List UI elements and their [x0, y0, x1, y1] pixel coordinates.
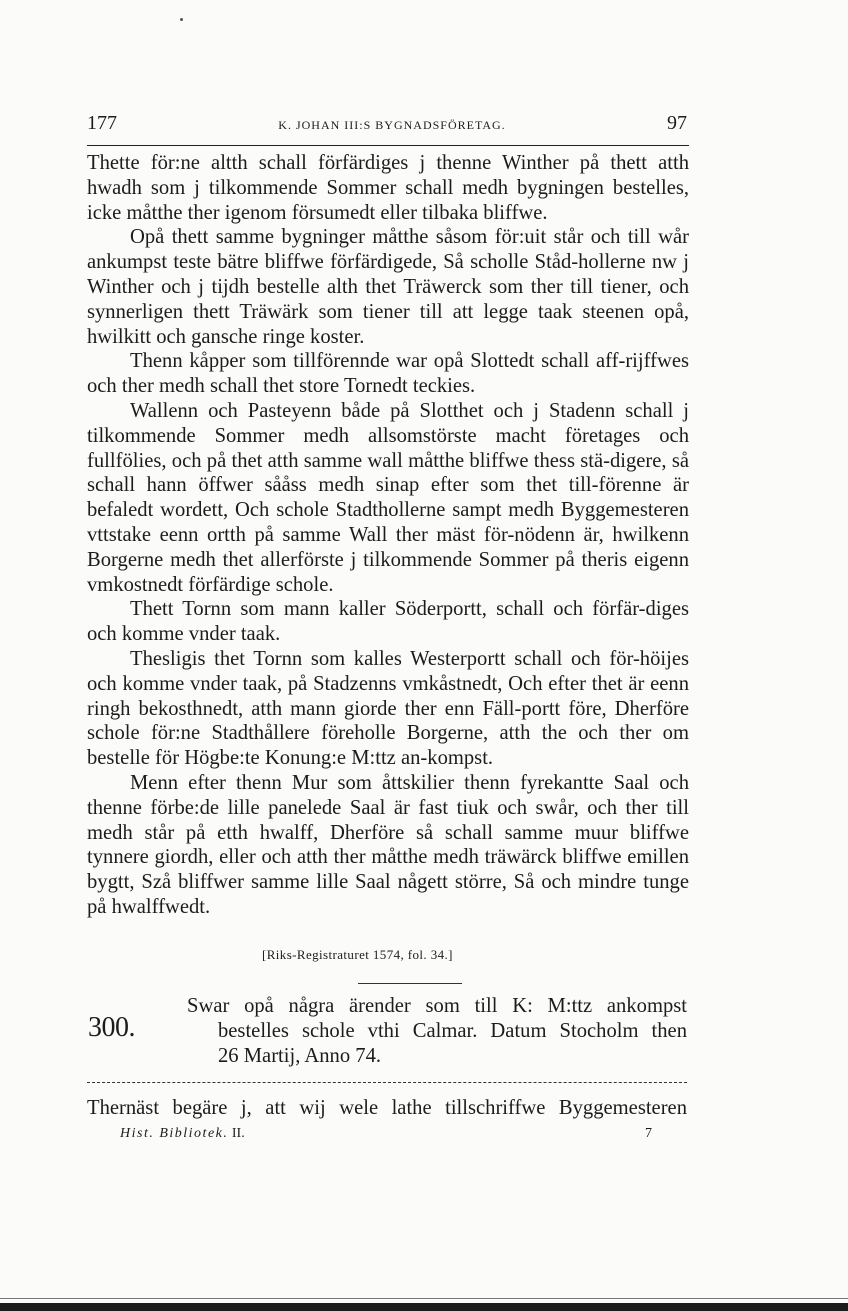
signature-volume: II.: [231, 1126, 245, 1141]
running-header: [87, 112, 687, 138]
paragraph: Thette för:ne altth schall förfärdiges j thenne Winther på thett atth hwadh som j tilkommende Sommer schall medh bygningen bestelles, icke måtthe ther igenom försumedt eller tilbaka bliffwe.: [87, 152, 689, 224]
summary-line: 26 Martij, Anno 74.: [218, 1044, 382, 1067]
page-footer: [120, 1126, 652, 1142]
section-separator: [358, 983, 462, 984]
dashed-rule: [87, 1082, 687, 1083]
body-text: [87, 151, 689, 920]
paragraph: Menn efter thenn Mur som åttskilier thenn fyrekantte Saal och thenne förbe:de lille panelede Saal är fast tiuk och swår, och ther till medh står på etth hwalff, Dherföre så schall samme muur bliffwe tynnere giordh, eller och atth ther måtthe medh träwärck bliffwe emillen bygtt, Szå bliffwer samme lille Saal någett större, Så och mindre tunge på hwalffwedt.: [87, 771, 689, 918]
left-page-number: 177: [87, 112, 117, 134]
header-rule: [87, 145, 689, 146]
signature-number: 7: [645, 1126, 652, 1141]
paragraph: Thett Tornn som mann kaller Söderportt, schall och förfär-diges och komme vnder taak.: [87, 598, 689, 646]
document-first-line: Thernäst begäre j, att wij wele lathe tillschriffwe Byggemesteren: [87, 1097, 687, 1119]
paragraph: Thenn kåpper som tillförennde war opå Slottedt schall aff-rijffwes och ther medh schall thet store Tornedt teckies.: [87, 350, 689, 398]
right-page-number: 97: [666, 112, 687, 134]
paragraph: Wallenn och Pasteyenn både på Slotthet och j Stadenn schall j tilkommende Sommer medh allsomstörste macht företages och fullfölies, och på thet atth samme wall måtthe bliffwe thess stä-digere, så schall hann öffwer sååss medh sinap efter som thet till-förenne är befaledt wordett, Och schole Stadthollerne sampt medh Byggemesteren vttstake eenn ortth på samme Wall ther mäst för-nödenn är, hwilkenn Borgerne medh thet allerförste j tilkommende Sommer på theris eigenn vmkostnedt förfärdige schole.: [87, 399, 689, 596]
source-citation: [Riks-Registraturet 1574, fol. 34.]: [262, 947, 453, 962]
summary-line: Swar opå några ärender som till K: M:ttz ankompst: [187, 995, 687, 1017]
ink-speck: [180, 18, 183, 21]
running-title: K. JOHAN III:S BYGNADSFÖRETAG.: [278, 118, 506, 132]
document-summary: [187, 994, 687, 1068]
scan-edge-bar: [0, 1303, 848, 1311]
paragraph: Opå thett samme bygninger måtthe såsom för:uit står och till wår ankumpst teste bätre bliffwe förfärdigede, Så scholle Ståd-hollerne nw j Winther och j tijdh bestelle alth thet Träwerck som ther till tiener, och synnerligen thett Träwärk som tiener till att legge taak steenen opå, hwilkitt och gansche ringe koster.: [87, 226, 689, 348]
paragraph: Thesligis thet Tornn som kalles Westerportt schall och för-höijes och komme vnder taak, på Stadzenns vmkåstnedt, Och efter thet är eenn ringh bekosthnedt, atth mann giorde ther enn Fäll-portt före, Dherföre schole för:ne Stadthållere föreholle Borgerne, atth the och ther om bestelle för Högbe:te Konung:e M:ttz an-kompst.: [87, 647, 689, 770]
signature-series: Hist. Bibliotek.: [120, 1126, 229, 1141]
summary-line: bestelles schole vthi Calmar. Datum Stocholm then: [218, 1019, 687, 1042]
document-number: 300.: [88, 1012, 135, 1043]
scan-edge-line: [0, 1298, 848, 1299]
footer-signature: [120, 1126, 245, 1142]
